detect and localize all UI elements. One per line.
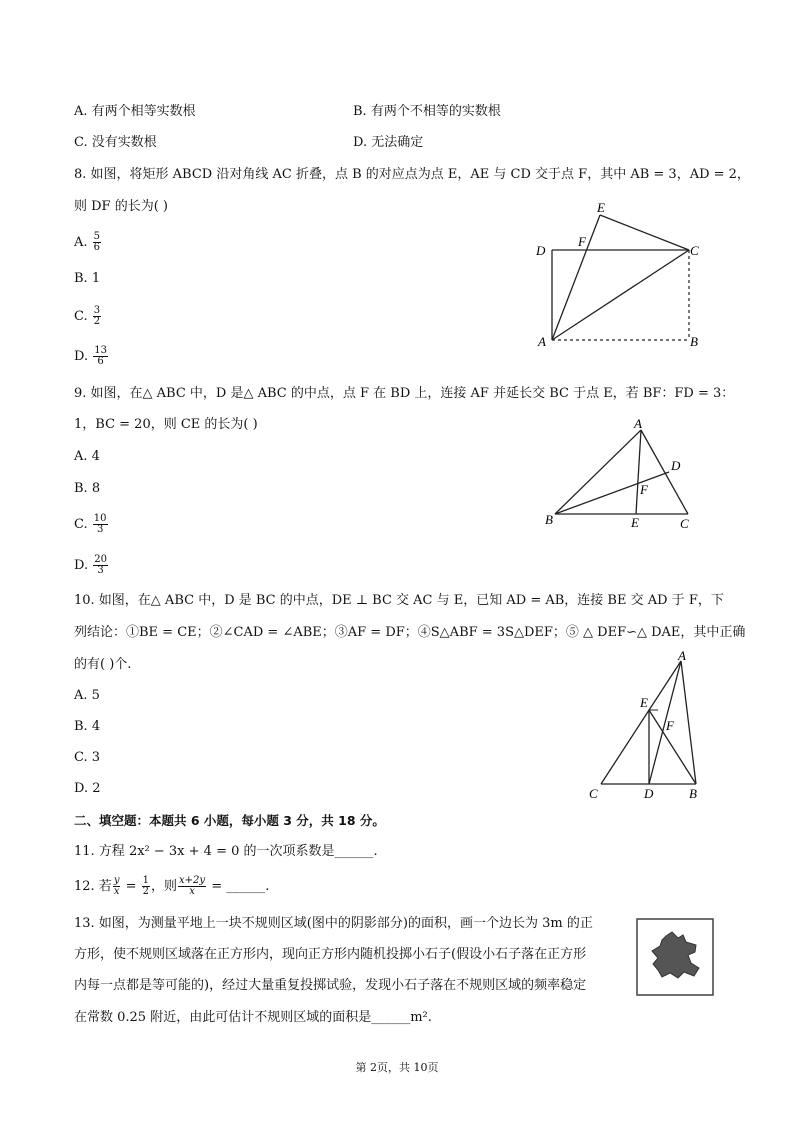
q9-label-a: A [634, 416, 642, 431]
q9-option-a: A. 4 [74, 449, 100, 464]
q8-option-a-fraction [93, 232, 101, 253]
q12-frac1-den: x [113, 886, 120, 897]
q12-stem [74, 876, 269, 897]
q9-option-d [74, 555, 109, 576]
q8-option-d-label: D. [74, 349, 89, 364]
q8-option-d-fraction [93, 346, 108, 367]
q10-label-f: F [666, 718, 674, 733]
q12-frac2-den: 2 [142, 886, 150, 897]
q8-option-c-fraction [93, 306, 101, 327]
q12-frac2-num: 1 [142, 875, 150, 886]
q12-frac3-den: x [189, 886, 195, 897]
q8-label-b: B [690, 334, 698, 349]
q9-option-b: B. 8 [74, 481, 101, 496]
q8-option-c [74, 306, 102, 327]
q8-stem-line1: 8. 如图，将矩形 ABCD 沿对角线 AC 折叠，点 B 的对应点为点 E，AE 与 CD 交于点 F，其中 AB = 3，AD = 2， [74, 167, 750, 182]
q9-option-d-den: 3 [97, 565, 104, 576]
q9-option-c-num: 10 [93, 513, 107, 524]
q9-figure [538, 414, 704, 534]
q8-option-c-den: 2 [93, 316, 101, 327]
q9-stem-line1: 9. 如图，在△ ABC 中，D 是△ ABC 的中点，点 F 在 BD 上，连接 AF 并延长交 BC 于点 E，若 BF：FD = 3： [74, 386, 735, 401]
q12-frac1-num: y [113, 875, 120, 886]
q10-stem-line1: 10. 如图，在△ ABC 中，D 是 BC 的中点，DE ⊥ BC 交 AC 与 E，已知 AD = AB，连接 BE 交 AD 于 F，下 [74, 593, 724, 608]
q10-option-d: D. 2 [74, 781, 101, 796]
q9-option-c-fraction [93, 514, 108, 535]
section-heading: 二、填空题：本题共 6 小题，每小题 3 分，共 18 分。 [74, 813, 385, 828]
q8-option-a-den: 6 [93, 242, 101, 253]
q8-option-d-den: 6 [97, 356, 104, 367]
q12-suffix: = ______. [207, 879, 270, 894]
q8-option-a [74, 232, 102, 253]
q9-label-c: C [680, 516, 689, 531]
q9-option-d-num: 20 [94, 554, 107, 565]
q8-option-c-label: C. [74, 309, 88, 324]
q10-stem-line2: 列结论：①BE = CE；②∠CAD = ∠ABE；③AF = DF；④S△ABF = 3S△DEF；⑤ △ DEF∽△ DAE，其中正确 [74, 625, 746, 640]
q12-prefix: 12. 若 [74, 879, 112, 894]
q9-option-d-label: D. [74, 558, 89, 573]
q8-label-d: D [536, 243, 546, 258]
q12-mid2: ，则 [151, 879, 178, 894]
q9-label-b: B [545, 512, 553, 527]
q7-option-c: C. 没有实数根 [74, 135, 157, 150]
q9-stem-line2: 1，BC = 20，则 CE 的长为( ) [74, 417, 258, 432]
q10-label-d: D [644, 786, 654, 801]
q8-option-a-label: A. [74, 235, 88, 250]
q8-label-f: F [578, 234, 586, 249]
q10-option-a: A. 5 [74, 688, 100, 703]
q9-label-d: D [671, 458, 681, 473]
q10-option-b: B. 4 [74, 719, 101, 734]
q9-option-c [74, 514, 109, 535]
q12-frac3-num: x+2y [179, 875, 206, 886]
q12-fraction-1 [113, 876, 121, 897]
q9-option-c-den: 3 [96, 524, 104, 535]
q7-option-d: D. 无法确定 [353, 135, 424, 150]
q8-label-a: A [538, 334, 546, 349]
page-footer: 第 2页，共 10页 [355, 1061, 439, 1074]
q9-option-d-fraction [93, 555, 108, 576]
q13-stem-line4: 在常数 0.25 附近，由此可估计不规则区域的面积是______m². [74, 1010, 432, 1025]
q9-label-f: F [640, 482, 648, 497]
q12-fraction-2 [142, 876, 150, 897]
q8-figure [530, 196, 710, 352]
q10-label-c: C [589, 786, 598, 801]
q12-mid1: = [121, 879, 141, 894]
q12-fraction-3 [178, 876, 206, 897]
q10-figure [584, 646, 706, 804]
q10-label-a: A [678, 648, 686, 663]
q10-option-c: C. 3 [74, 750, 101, 765]
q8-label-e: E [597, 200, 605, 215]
q7-option-a: A. 有两个相等实数根 [74, 104, 196, 119]
q8-option-a-num: 5 [93, 231, 101, 242]
q10-label-b: B [689, 786, 697, 801]
q13-stem-line1: 13. 如图，为测量平地上一块不规则区域(图中的阴影部分)的面积，画一个边长为 3m 的正 [74, 916, 593, 931]
q8-option-c-num: 3 [93, 305, 101, 316]
q13-stem-line2: 方形，使不规则区域落在正方形内，现向正方形内随机投掷小石子(假设小石子落在正方形 [74, 947, 587, 962]
q8-option-d-num: 13 [94, 345, 107, 356]
q8-stem-line2: 则 DF 的长为( ) [74, 199, 168, 214]
q9-option-c-label: C. [74, 517, 88, 532]
q8-option-d [74, 346, 109, 367]
q8-label-c: C [690, 243, 699, 258]
q10-label-e: E [640, 695, 648, 710]
q9-label-e: E [631, 515, 639, 530]
q11-stem: 11. 方程 2x² − 3x + 4 = 0 的一次项系数是______. [74, 844, 378, 859]
q13-stem-line3: 内每一点都是等可能的)，经过大量重复投掷试验，发现小石子落在不规则区域的频率稳定 [74, 978, 587, 993]
q10-stem-line3: 的有( )个. [74, 657, 132, 672]
q7-option-b: B. 有两个不相等的实数根 [353, 104, 501, 119]
q8-option-b: B. 1 [74, 271, 101, 286]
q13-figure [636, 918, 714, 996]
